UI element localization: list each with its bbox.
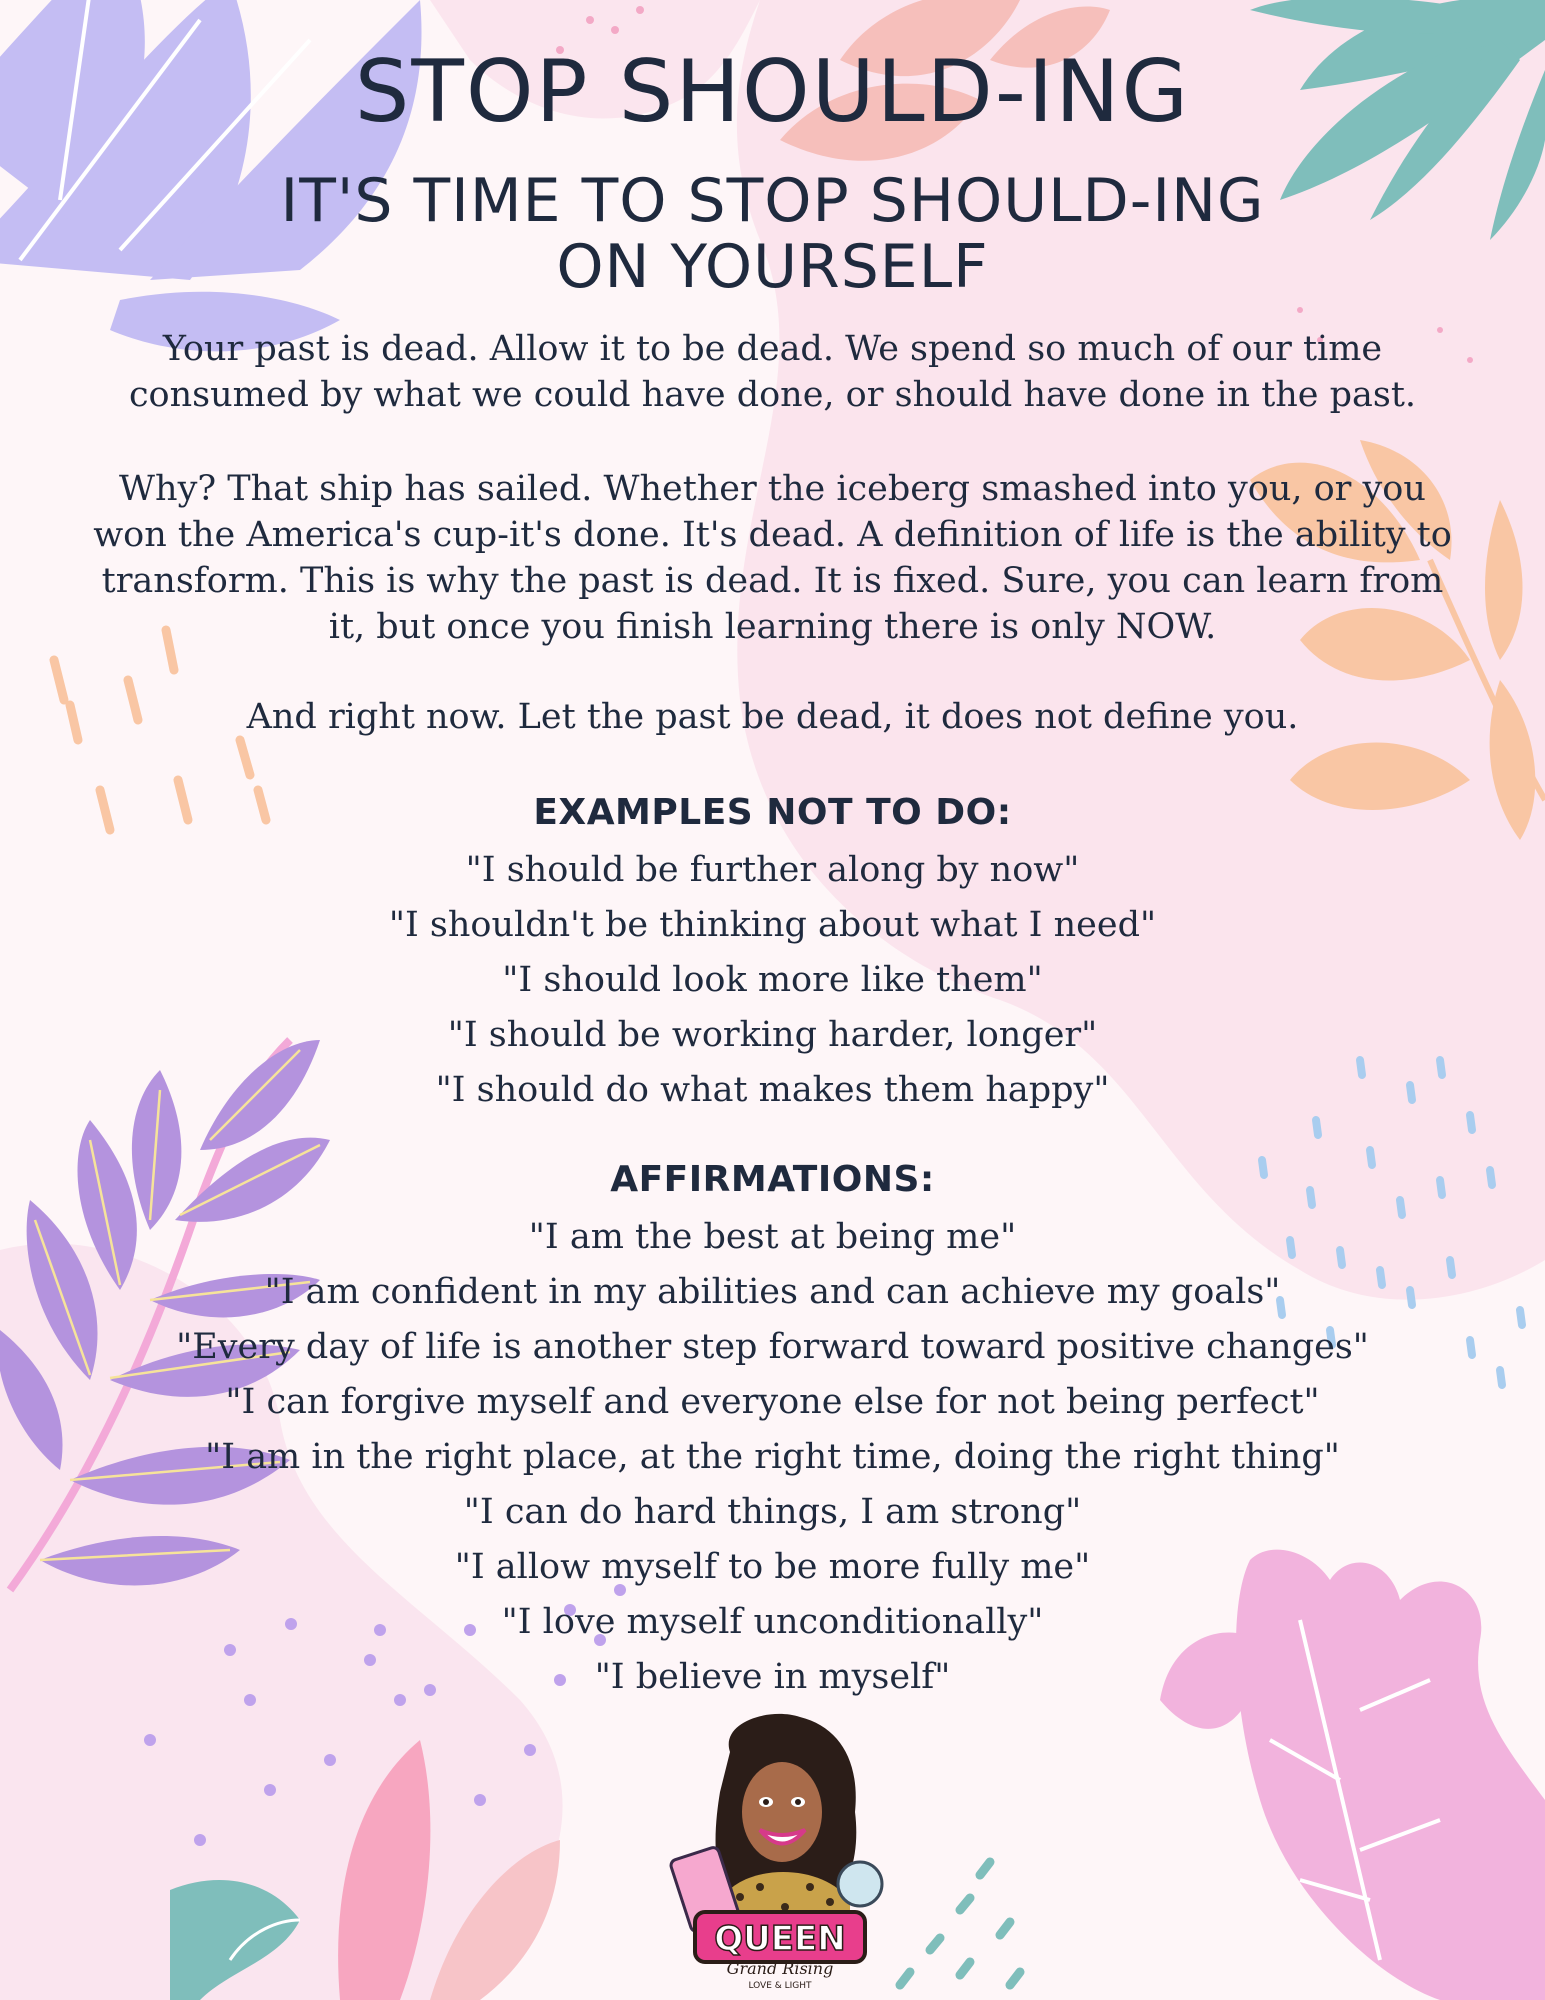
paragraph-ship-has-sailed: Why? That ship has sailed. Whether the iceberg smashed into you, or you won the America's cup-it's done. It's dead. A definition of life is the ability to transform. This is why the past is dead. It is fixed. Sure, you can learn from it, but once you finish learning there is only NOW. [93,469,1452,647]
example-item: "I shouldn't be thinking about what I need" [388,905,1157,945]
example-item: "I should be working harder, longer" [447,1015,1098,1055]
example-item: "I should look more like them" [502,960,1043,1000]
paragraph-past-is-dead: Your past is dead. Allow it to be dead. We spend so much of our time consumed by what we could have done, or should have done in the past. [128,329,1417,415]
logo-crystal-ball [838,1862,882,1906]
logo-tagline-text: LOVE & LIGHT [748,1981,812,1991]
example-item: "I should do what makes them happy" [435,1070,1110,1110]
logo-face [742,1762,822,1862]
subtitle-line-1: IT'S TIME TO STOP SHOULD-ING [280,166,1265,236]
examples-heading: EXAMPLES NOT TO DO: [533,792,1012,833]
page-subtitle [0,168,1545,300]
queen-grand-rising-logo [660,1712,900,1992]
affirmation-item: "I can do hard things, I am strong" [463,1492,1082,1532]
affirmation-item: "I am confident in my abilities and can achieve my goals" [264,1272,1281,1312]
affirmation-item: "I can forgive myself and everyone else for not being perfect" [225,1382,1320,1422]
examples-list [0,843,1545,1118]
logo-brand-text: QUEEN [714,1919,846,1959]
affirmation-item: "Every day of life is another step forward toward positive changes" [176,1327,1369,1367]
affirmation-item: "I am in the right place, at the right time, doing the right thing" [205,1437,1340,1477]
affirmation-item: "I am the best at being me" [528,1217,1017,1257]
affirmation-item: "I allow myself to be more fully me" [454,1547,1091,1587]
affirmation-item: "I love myself unconditionally" [501,1602,1044,1642]
example-item: "I should be further along by now" [465,850,1080,890]
affirmation-item: "I believe in myself" [594,1657,951,1697]
paragraph-right-now: And right now. Let the past be dead, it does not define you. [246,697,1299,737]
page-title: STOP SHOULD-ING [354,42,1191,142]
logo-script-text: Grand Rising [726,1959,834,1978]
subtitle-line-2: ON YOURSELF [556,232,989,302]
affirmations-heading: AFFIRMATIONS: [610,1159,935,1200]
affirmations-list [0,1210,1545,1705]
